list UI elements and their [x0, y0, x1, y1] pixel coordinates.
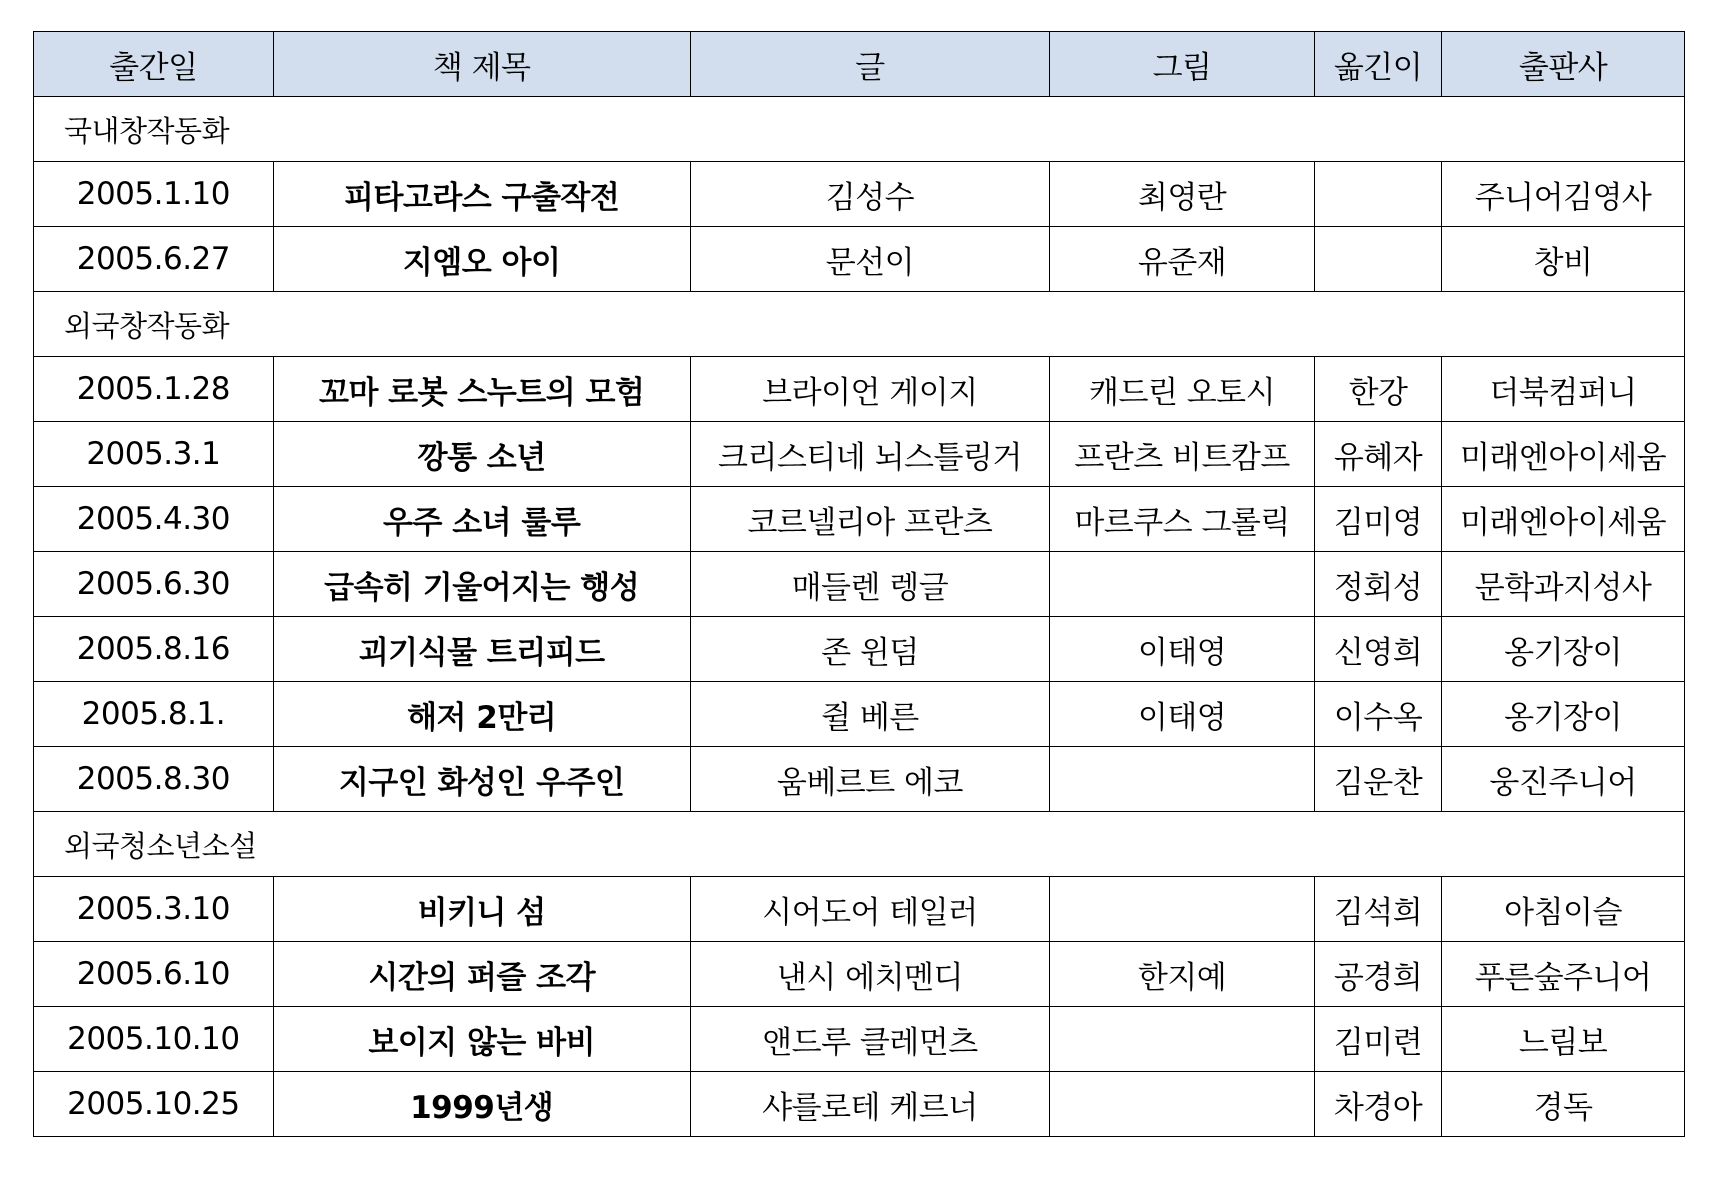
publish-date-cell: 2005.8.16 — [34, 617, 274, 682]
book-title-cell: 지엠오 아이 — [273, 227, 690, 292]
table-row — [34, 162, 1685, 227]
table-row — [34, 357, 1685, 422]
book-title-cell: 우주 소녀 룰루 — [273, 487, 690, 552]
table-row — [34, 747, 1685, 812]
author-cell: 문선이 — [690, 227, 1050, 292]
illustrator-cell: 유준재 — [1050, 227, 1315, 292]
section-label: 외국창작동화 — [34, 292, 1685, 357]
publisher-cell: 느림보 — [1442, 1007, 1685, 1072]
illustrator-cell: 최영란 — [1050, 162, 1315, 227]
publish-date-cell: 2005.3.1 — [34, 422, 274, 487]
illustrator-cell: 이태영 — [1050, 682, 1315, 747]
book-title-cell: 1999년생 — [273, 1072, 690, 1137]
publish-date-cell: 2005.10.25 — [34, 1072, 274, 1137]
publisher-cell: 미래엔아이세움 — [1442, 487, 1685, 552]
author-cell: 매들렌 렝글 — [690, 552, 1050, 617]
table-body — [34, 97, 1685, 1137]
publisher-cell: 경독 — [1442, 1072, 1685, 1137]
translator-cell: 김미영 — [1314, 487, 1441, 552]
header-author: 글 — [690, 32, 1050, 97]
book-title-cell: 시간의 퍼즐 조각 — [273, 942, 690, 1007]
illustrator-cell — [1050, 877, 1315, 942]
table-row — [34, 942, 1685, 1007]
translator-cell: 한강 — [1314, 357, 1441, 422]
illustrator-cell — [1050, 747, 1315, 812]
translator-cell: 김석희 — [1314, 877, 1441, 942]
publish-date-cell: 2005.8.30 — [34, 747, 274, 812]
header-row — [34, 32, 1685, 97]
publisher-cell: 미래엔아이세움 — [1442, 422, 1685, 487]
author-cell: 움베르트 에코 — [690, 747, 1050, 812]
illustrator-cell: 프란츠 비트캄프 — [1050, 422, 1315, 487]
translator-cell: 김운찬 — [1314, 747, 1441, 812]
publish-date-cell: 2005.1.10 — [34, 162, 274, 227]
section-row — [34, 292, 1685, 357]
book-title-cell: 비키니 섬 — [273, 877, 690, 942]
author-cell: 앤드루 클레먼츠 — [690, 1007, 1050, 1072]
translator-cell: 신영희 — [1314, 617, 1441, 682]
publisher-cell: 옹기장이 — [1442, 617, 1685, 682]
publish-date-cell: 2005.10.10 — [34, 1007, 274, 1072]
table-row — [34, 227, 1685, 292]
publisher-cell: 창비 — [1442, 227, 1685, 292]
publish-date-cell: 2005.6.10 — [34, 942, 274, 1007]
translator-cell: 정회성 — [1314, 552, 1441, 617]
publisher-cell: 웅진주니어 — [1442, 747, 1685, 812]
table-row — [34, 1007, 1685, 1072]
illustrator-cell — [1050, 1007, 1315, 1072]
table-header — [34, 32, 1685, 97]
illustrator-cell — [1050, 552, 1315, 617]
illustrator-cell — [1050, 1072, 1315, 1137]
publisher-cell: 더북컴퍼니 — [1442, 357, 1685, 422]
header-illustrator: 그림 — [1050, 32, 1315, 97]
publisher-cell: 주니어김영사 — [1442, 162, 1685, 227]
translator-cell: 김미련 — [1314, 1007, 1441, 1072]
header-publisher: 출판사 — [1442, 32, 1685, 97]
book-title-cell: 급속히 기울어지는 행성 — [273, 552, 690, 617]
section-label: 국내창작동화 — [34, 97, 1685, 162]
header-book-title: 책 제목 — [273, 32, 690, 97]
publisher-cell: 옹기장이 — [1442, 682, 1685, 747]
table-row — [34, 682, 1685, 747]
translator-cell: 공경희 — [1314, 942, 1441, 1007]
author-cell: 존 윈덤 — [690, 617, 1050, 682]
table-row — [34, 617, 1685, 682]
book-title-cell: 피타고라스 구출작전 — [273, 162, 690, 227]
book-title-cell: 꼬마 로봇 스누트의 모험 — [273, 357, 690, 422]
translator-cell: 유혜자 — [1314, 422, 1441, 487]
author-cell: 김성수 — [690, 162, 1050, 227]
book-title-cell: 보이지 않는 바비 — [273, 1007, 690, 1072]
section-row — [34, 97, 1685, 162]
author-cell: 쥘 베른 — [690, 682, 1050, 747]
author-cell: 코르넬리아 프란츠 — [690, 487, 1050, 552]
author-cell: 시어도어 테일러 — [690, 877, 1050, 942]
translator-cell: 차경아 — [1314, 1072, 1441, 1137]
publish-date-cell: 2005.3.10 — [34, 877, 274, 942]
section-label: 외국청소년소설 — [34, 812, 1685, 877]
publish-date-cell: 2005.4.30 — [34, 487, 274, 552]
publisher-cell: 아침이슬 — [1442, 877, 1685, 942]
publish-date-cell: 2005.8.1. — [34, 682, 274, 747]
header-publish-date: 출간일 — [34, 32, 274, 97]
author-cell: 샤를로테 케르너 — [690, 1072, 1050, 1137]
book-list-table — [33, 31, 1685, 1137]
publish-date-cell: 2005.6.30 — [34, 552, 274, 617]
illustrator-cell: 이태영 — [1050, 617, 1315, 682]
publish-date-cell: 2005.6.27 — [34, 227, 274, 292]
translator-cell: 이수옥 — [1314, 682, 1441, 747]
illustrator-cell: 한지예 — [1050, 942, 1315, 1007]
book-title-cell: 깡통 소년 — [273, 422, 690, 487]
book-title-cell: 해저 2만리 — [273, 682, 690, 747]
table-row — [34, 877, 1685, 942]
header-translator: 옮긴이 — [1314, 32, 1441, 97]
translator-cell — [1314, 162, 1441, 227]
publish-date-cell: 2005.1.28 — [34, 357, 274, 422]
table-row — [34, 487, 1685, 552]
translator-cell — [1314, 227, 1441, 292]
table-row — [34, 422, 1685, 487]
table-row — [34, 1072, 1685, 1137]
publisher-cell: 문학과지성사 — [1442, 552, 1685, 617]
book-title-cell: 괴기식물 트리피드 — [273, 617, 690, 682]
author-cell: 브라이언 게이지 — [690, 357, 1050, 422]
section-row — [34, 812, 1685, 877]
author-cell: 낸시 에치멘디 — [690, 942, 1050, 1007]
publisher-cell: 푸른숲주니어 — [1442, 942, 1685, 1007]
illustrator-cell: 마르쿠스 그롤릭 — [1050, 487, 1315, 552]
author-cell: 크리스티네 뇌스틀링거 — [690, 422, 1050, 487]
illustrator-cell: 캐드린 오토시 — [1050, 357, 1315, 422]
table-row — [34, 552, 1685, 617]
book-title-cell: 지구인 화성인 우주인 — [273, 747, 690, 812]
